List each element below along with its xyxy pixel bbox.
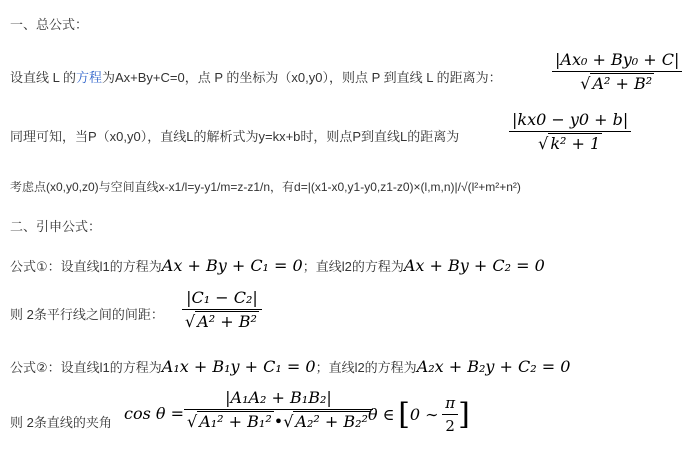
line-2-text: 同理可知，当P（x0,y0），直线L的解析式为y=kx+b时，则点P到直线L的距离为 bbox=[10, 129, 460, 144]
range-denominator: 2 bbox=[442, 414, 458, 435]
section-heading-extended: 二、引申公式： bbox=[10, 219, 102, 234]
formula-1-line bbox=[10, 256, 545, 275]
range-prefix: θ ∈ bbox=[368, 405, 395, 424]
angle-numerator: |A₁A₂ + B₁B₂| bbox=[225, 388, 332, 407]
equation-link[interactable]: 方程 bbox=[75, 70, 102, 85]
slope-distance-radicand: k² + 1 bbox=[550, 134, 601, 153]
sqrt-symbol: √ bbox=[538, 134, 549, 153]
formula-2-eq1: A₁x + B₁y + C₁ = 0 bbox=[161, 357, 316, 376]
angle-formula bbox=[184, 388, 373, 431]
formula-2-label: 公式②：设直线l1的方程为 bbox=[10, 360, 162, 375]
angle-denominator: √ A₁² + B₁² •√ A₂² + B₂² bbox=[184, 409, 373, 431]
line-1-suffix: 为Ax+By+C=0，点 P 的坐标为（x0,y0），则点 P 到直线 L 的距离为： bbox=[102, 70, 502, 85]
slope-distance-denominator bbox=[509, 131, 631, 153]
slope-distance-numerator: |kx0 − y0 + b| bbox=[512, 110, 629, 129]
formula-1-eq2: Ax + By + C₂ = 0 bbox=[403, 256, 545, 275]
range-start: 0 ∼ bbox=[409, 405, 439, 424]
sqrt-symbol: √ bbox=[580, 74, 591, 93]
parallel-distance-formula bbox=[182, 288, 262, 331]
parallel-distance-radicand: A² + B² bbox=[197, 312, 257, 331]
distance-numerator: |Ax₀ + By₀ + C| bbox=[555, 50, 680, 69]
line-3-text: 考虑点(x0,y0,z0)与空间直线x-x1/l=y-y1/m=z-z1/n，有d=|(x1-x0,y1-y0,z1-z0)×(l,m,n)|/√(l²+m²+n²) bbox=[10, 180, 521, 194]
parallel-distance-numerator: |C₁ − C₂| bbox=[186, 288, 258, 307]
distance-label: 则 2条平行线之间的间距： bbox=[10, 307, 164, 322]
slope-distance-formula bbox=[509, 110, 631, 153]
angle-lhs bbox=[124, 404, 184, 423]
formula-1-eq1: Ax + By + C₁ = 0 bbox=[161, 256, 303, 275]
formula-2-line bbox=[10, 357, 570, 376]
distance-radicand: A² + B² bbox=[592, 74, 653, 93]
line-1-text bbox=[10, 67, 502, 86]
formula-1-middle: ；直线l2的方程为 bbox=[302, 259, 404, 274]
left-bracket: [ bbox=[398, 397, 410, 432]
dot-operator: • bbox=[273, 412, 284, 431]
angle-label: 则 2条直线的夹角 bbox=[10, 415, 112, 430]
cos-theta: cos θ = bbox=[124, 404, 185, 423]
angle-den-right: A₂² + B₂² bbox=[295, 412, 368, 431]
formula-2-eq2: A₂x + B₂y + C₂ = 0 bbox=[416, 357, 571, 376]
angle-den-left: A₁² + B₁² bbox=[199, 412, 272, 431]
parallel-distance-denominator bbox=[182, 309, 262, 331]
distance-formula bbox=[552, 50, 682, 93]
formula-1-label: 公式①：设直线l1的方程为 bbox=[10, 259, 162, 274]
distance-denominator bbox=[552, 71, 682, 93]
angle-range bbox=[368, 394, 470, 435]
formula-2-middle: ；直线l2的方程为 bbox=[315, 360, 417, 375]
right-bracket: ] bbox=[458, 397, 470, 432]
section-heading-general: 一、总公式： bbox=[10, 17, 89, 32]
range-numerator: π bbox=[445, 394, 456, 412]
line-1-prefix: 设直线 L 的 bbox=[10, 70, 76, 85]
sqrt-symbol: √ bbox=[185, 312, 196, 331]
